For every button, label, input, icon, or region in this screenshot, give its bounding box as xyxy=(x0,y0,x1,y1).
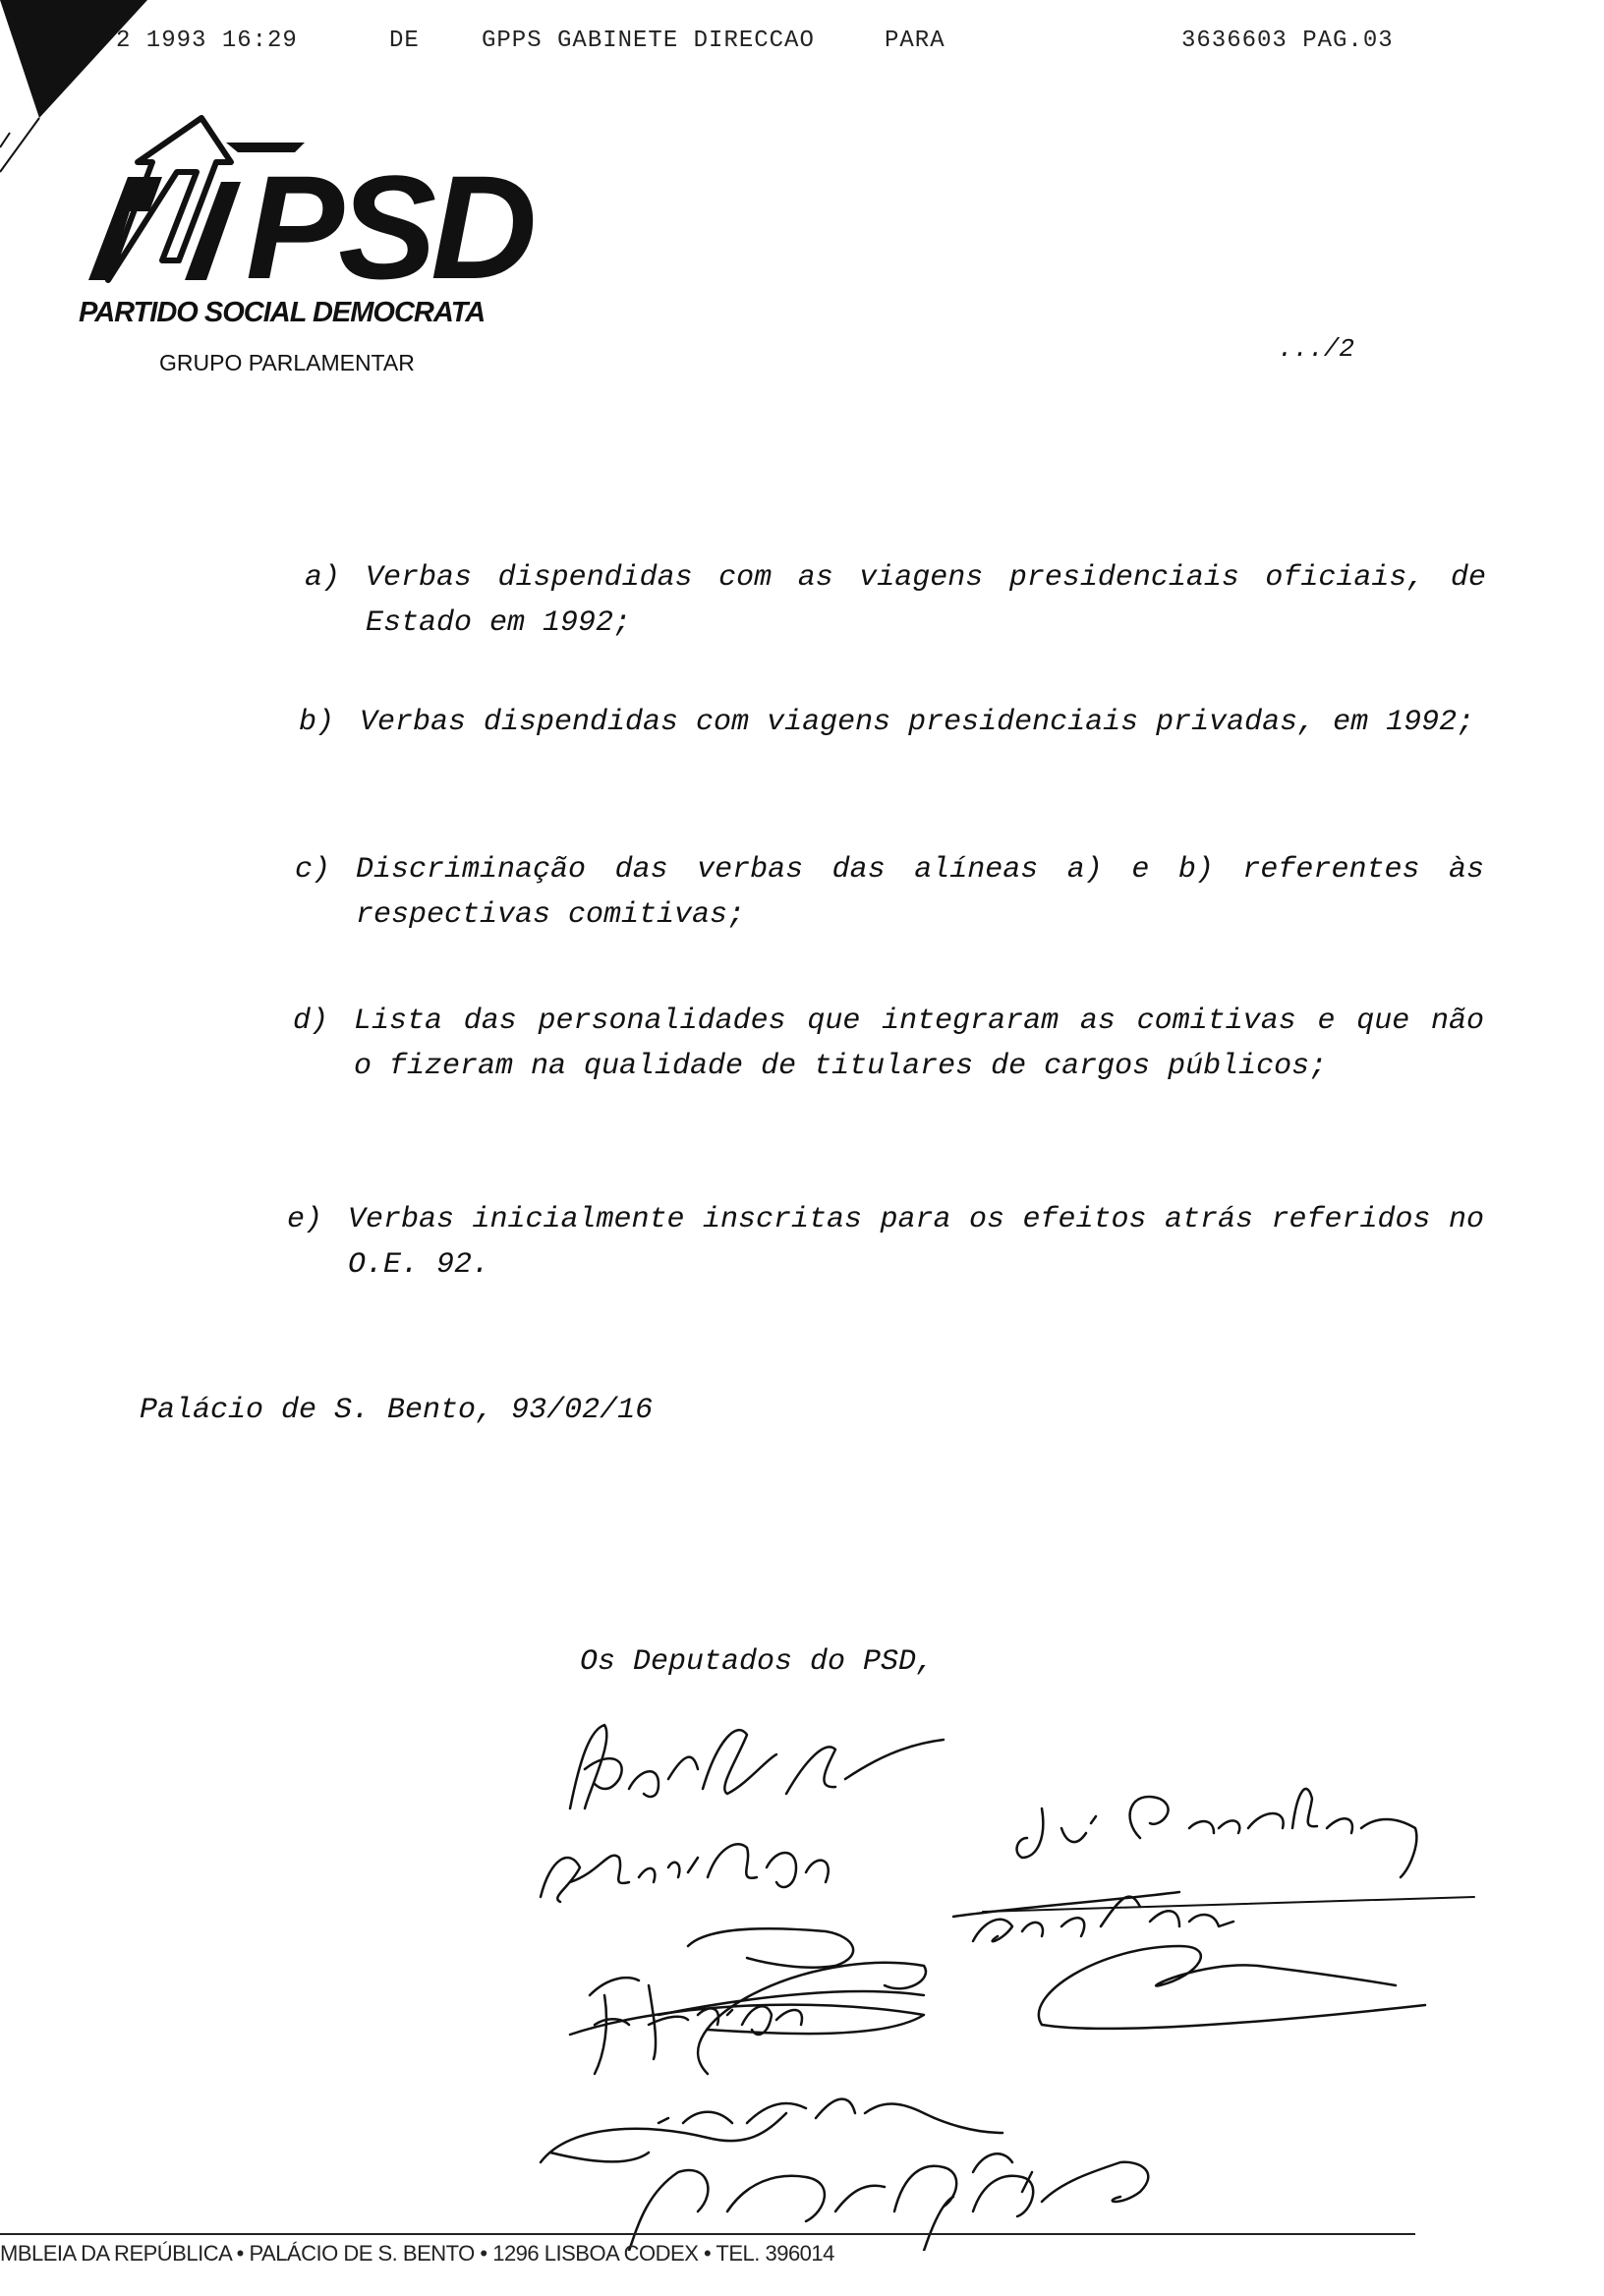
fax-transmission-header xyxy=(0,28,1604,63)
list-item xyxy=(305,555,1484,654)
list-item-text: Verbas dispendidas com as viagens presidenciais oficiais, de Estado em 1992; xyxy=(366,561,1486,640)
fax-number-page: 3636603 PAG.03 xyxy=(1181,28,1394,54)
list-item-label: a) xyxy=(305,561,341,595)
list-item-text: Discriminação das verbas das alíneas a) e b) referentes às respectivas comitivas; xyxy=(356,853,1484,932)
list-item-text: Verbas dispendidas com viagens presidenciais privadas, em 1992; xyxy=(360,706,1475,739)
fax-sender: GPPS GABINETE DIRECCAO xyxy=(482,28,815,54)
list-item-label: d) xyxy=(293,1004,329,1038)
list-item-label: e) xyxy=(287,1203,323,1236)
party-name: PARTIDO SOCIAL DEMOCRATA xyxy=(79,297,486,328)
list-item xyxy=(293,999,1484,1146)
footer-rule xyxy=(0,2233,1415,2235)
fax-date-time: 2 1993 16:29 xyxy=(116,28,298,54)
psd-logo xyxy=(69,103,570,300)
list-item-label: b) xyxy=(299,706,335,739)
handwritten-signatures xyxy=(511,1700,1494,2251)
list-item xyxy=(287,1197,1484,1295)
group-name: GRUPO PARLAMENTAR xyxy=(159,350,415,375)
list-item-text: Lista das personalidades que integraram as comitivas e que não o fizeram na qualidade de titulares de cargos públicos; xyxy=(354,1004,1484,1083)
place-date: Palácio de S. Bento, 93/02/16 xyxy=(140,1394,654,1427)
page-marker: .../2 xyxy=(1278,334,1355,364)
svg-text:PSD: PSD xyxy=(246,144,532,300)
signatories-line: Os Deputados do PSD, xyxy=(580,1645,935,1679)
fax-para-label: PARA xyxy=(885,28,945,54)
fax-de-label: DE xyxy=(389,28,420,54)
list-item xyxy=(299,700,1478,798)
list-item xyxy=(295,847,1484,946)
letterhead-footer xyxy=(0,2233,1604,2272)
footer-address: MBLEIA DA REPÚBLICA • PALÁCIO DE S. BENTO • 1296 LISBOA CODEX • TEL. 396014 xyxy=(0,2241,834,2266)
list-item-label: c) xyxy=(295,853,331,887)
list-item-text: Verbas inicialmente inscritas para os efeitos atrás referidos no O.E. 92. xyxy=(348,1203,1484,1282)
